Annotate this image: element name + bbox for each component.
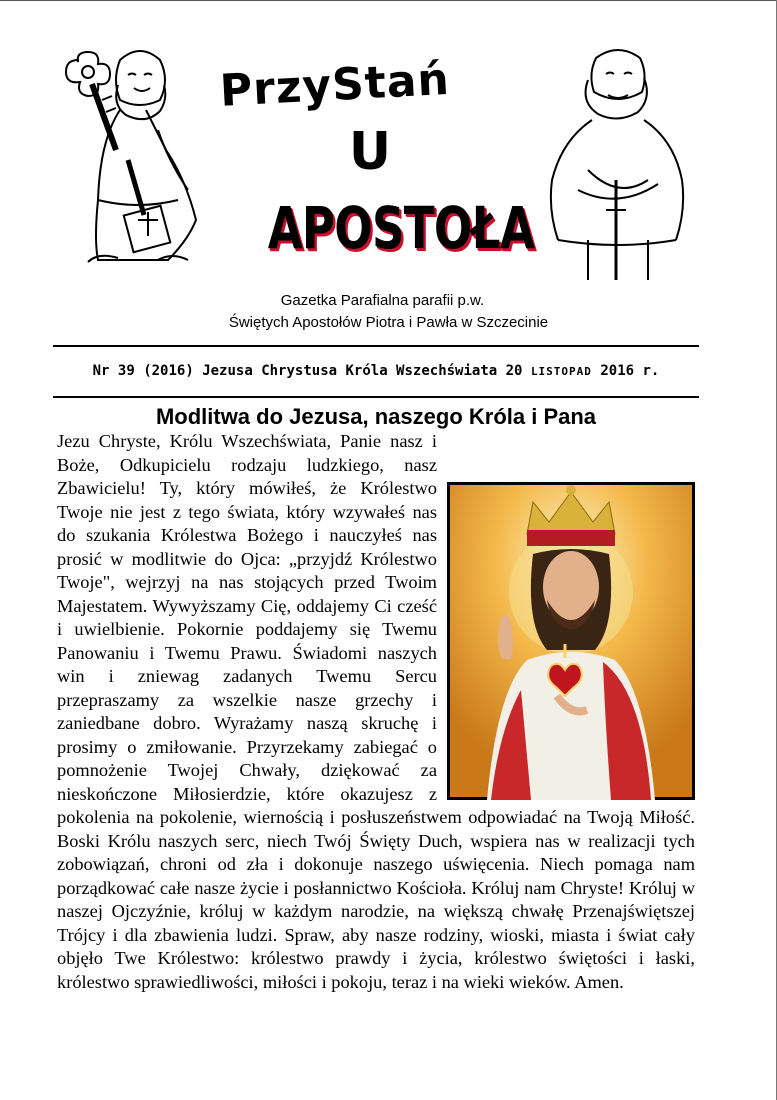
divider-bottom (53, 396, 699, 398)
saint-paul-drawing (548, 40, 688, 285)
subtitle-line-2: Świętych Apostołów Piotra i Pawła w Szczecinie (228, 314, 549, 331)
issue-suffix: 2016 r. (600, 363, 660, 379)
page-top-border (0, 0, 777, 1)
article-heading: Modlitwa do Jezusa, naszego Króla i Pana (155, 404, 597, 429)
christ-the-king-painting (447, 482, 695, 800)
saint-peter-drawing (58, 40, 208, 275)
masthead-title (218, 53, 535, 278)
article-body (57, 430, 695, 994)
issue-line (53, 363, 699, 379)
title-line-apostola: APOSTOŁA (267, 194, 535, 262)
issue-month: LISTOPAD (530, 365, 592, 378)
title-line-u: U (348, 122, 392, 182)
title-line-przystan: PrzyStań (218, 53, 451, 117)
subtitle-line-1: Gazetka Parafialna parafii p.w. (280, 292, 485, 309)
issue-prefix: Nr 39 (2016) Jezusa Chrystusa Króla Wszechświata 20 (92, 363, 523, 379)
article-text: Jezu Chryste, Królu Wszechświata, Panie nasz i Boże, Odkupicielu rodzaju ludzkiego, nasz Zbawicielu! Ty, który mówiłeś, że Królestwo Twoje nie jest z tego świata, który wzywałeś nas do szukania Królestwa Bożego i nauczyłeś nas prosić w modlitwie do Ojca: „przyjdź Królestwo Twoje", wejrzyj na nas stojących przed Twoim Majestatem. Wywyższamy Cię, oddajemy Ci cześć i uwielbienie. Pokornie poddajemy się Twemu Panowaniu i Twemu Prawu. Świadomi naszych win i zniewag zadanych Twemu Sercu przepraszamy za wszelkie nasze grzechy i zaniedbane dobro. Wyrażamy naszą skruchę i prosimy o zmiłowanie. Przyrzekamy zabiegać o pomnożenie Twojej Chwały, dziękować za nieskończone Miłosierdzie, które okazujesz z pokolenia na pokolenie, wiernością i posłuszeństwem odpowiadać na Twoją Miłość. Boski Królu naszych serc, niech Twój Święty Duch, wspiera nas w realizacji tych zobowiązań, chroni od zła i dokonuje naszego uświęcenia. Niech pomaga nam porządkować całe nasze życie i posłannictwo Kościoła. Króluj nam Chryste! Króluj w naszej Ojczyźnie, króluj w każdym narodzie, na większą chwałę Przenajświętszej Trójcy i dla zbawienia ludzi. Spraw, aby nasze rodziny, wioski, miasta i świat cały objęło Twe Królestwo: królestwo prawdy i życia, królestwo świętości i łaski, królestwo sprawiedliwości, miłości i pokoju, teraz i na wieki wieków. Amen. (57, 431, 695, 992)
divider-top (53, 345, 699, 347)
